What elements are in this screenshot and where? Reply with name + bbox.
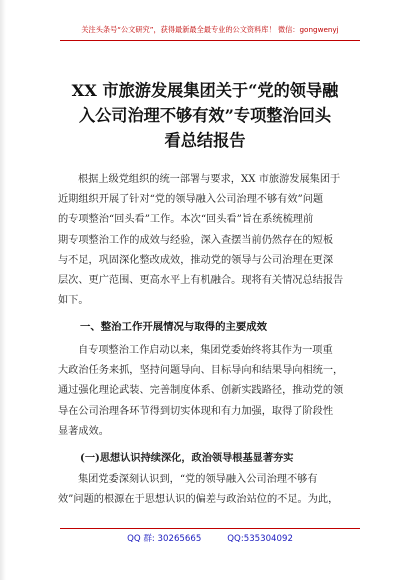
paragraph-line: 近期组织开展了针对“党的领导融入公司治理不够有效”问题: [58, 194, 324, 206]
paragraph-line: 通过强化理论武装、完善制度体系、创新实践路径，推动党的领: [58, 385, 344, 397]
title-line: 看总结报告: [164, 131, 246, 150]
subsection-heading: (一)思想认识持续深化，政治领导根基显著夯实: [80, 452, 294, 464]
paragraph-line: 层次、更广范围、更高水平上有机融合。现将有关情况总结报告: [58, 275, 344, 287]
section-paragraph: [58, 341, 358, 442]
page-title: [40, 78, 370, 153]
section-heading: 一、整治工作开展情况与取得的主要成效: [80, 321, 268, 333]
paragraph-line: 效”问题的根源在于思想认识的偏差与政治站位的不足。为此，: [58, 494, 339, 506]
header-banner: 关注头条号“公文研究”，获得最新最全最专业的公文资料库！ 微信：gongwenyj: [60, 22, 360, 41]
paragraph-line: 显著成效。: [58, 425, 109, 437]
title-line: 入公司治理不够有效”专项整治回头: [78, 106, 332, 125]
paragraph-line: 根据上级党组织的统一部署与要求，XX 市旅游发展集团于: [78, 174, 341, 185]
paragraph-line: 自专项整治工作启动以来，集团党委始终将其作为一项重: [78, 345, 333, 356]
paragraph-line: 期专项整治工作的成效与经验，深入查摆当前仍然存在的短板: [58, 234, 334, 246]
intro-paragraph: [58, 170, 358, 311]
qq-number: QQ:535304092: [227, 534, 293, 544]
paragraph-line: 的专项整治“回头看”工作。本次“回头看”旨在系统梳理前: [58, 214, 314, 226]
footer-contact: [60, 528, 360, 547]
subsection-paragraph: [58, 470, 358, 510]
qq-group-number: QQ 群: 30265665: [127, 534, 202, 544]
title-line: XX 市旅游发展集团关于“党的领导融: [71, 81, 339, 100]
paragraph-line: 大政治任务来抓，坚持问题导向、目标导向和结果导向相统一，: [58, 365, 344, 377]
paragraph-line: 导在公司治理各环节得到切实体现和有力加强，取得了阶段性: [58, 405, 334, 417]
paragraph-line: 如下。: [58, 295, 89, 307]
paragraph-line: 集团党委深刻认识到，“党的领导融入公司治理不够有: [78, 474, 318, 485]
paragraph-line: 与不足，巩固深化整改成效，推动党的领导与公司治理在更深: [58, 254, 334, 266]
